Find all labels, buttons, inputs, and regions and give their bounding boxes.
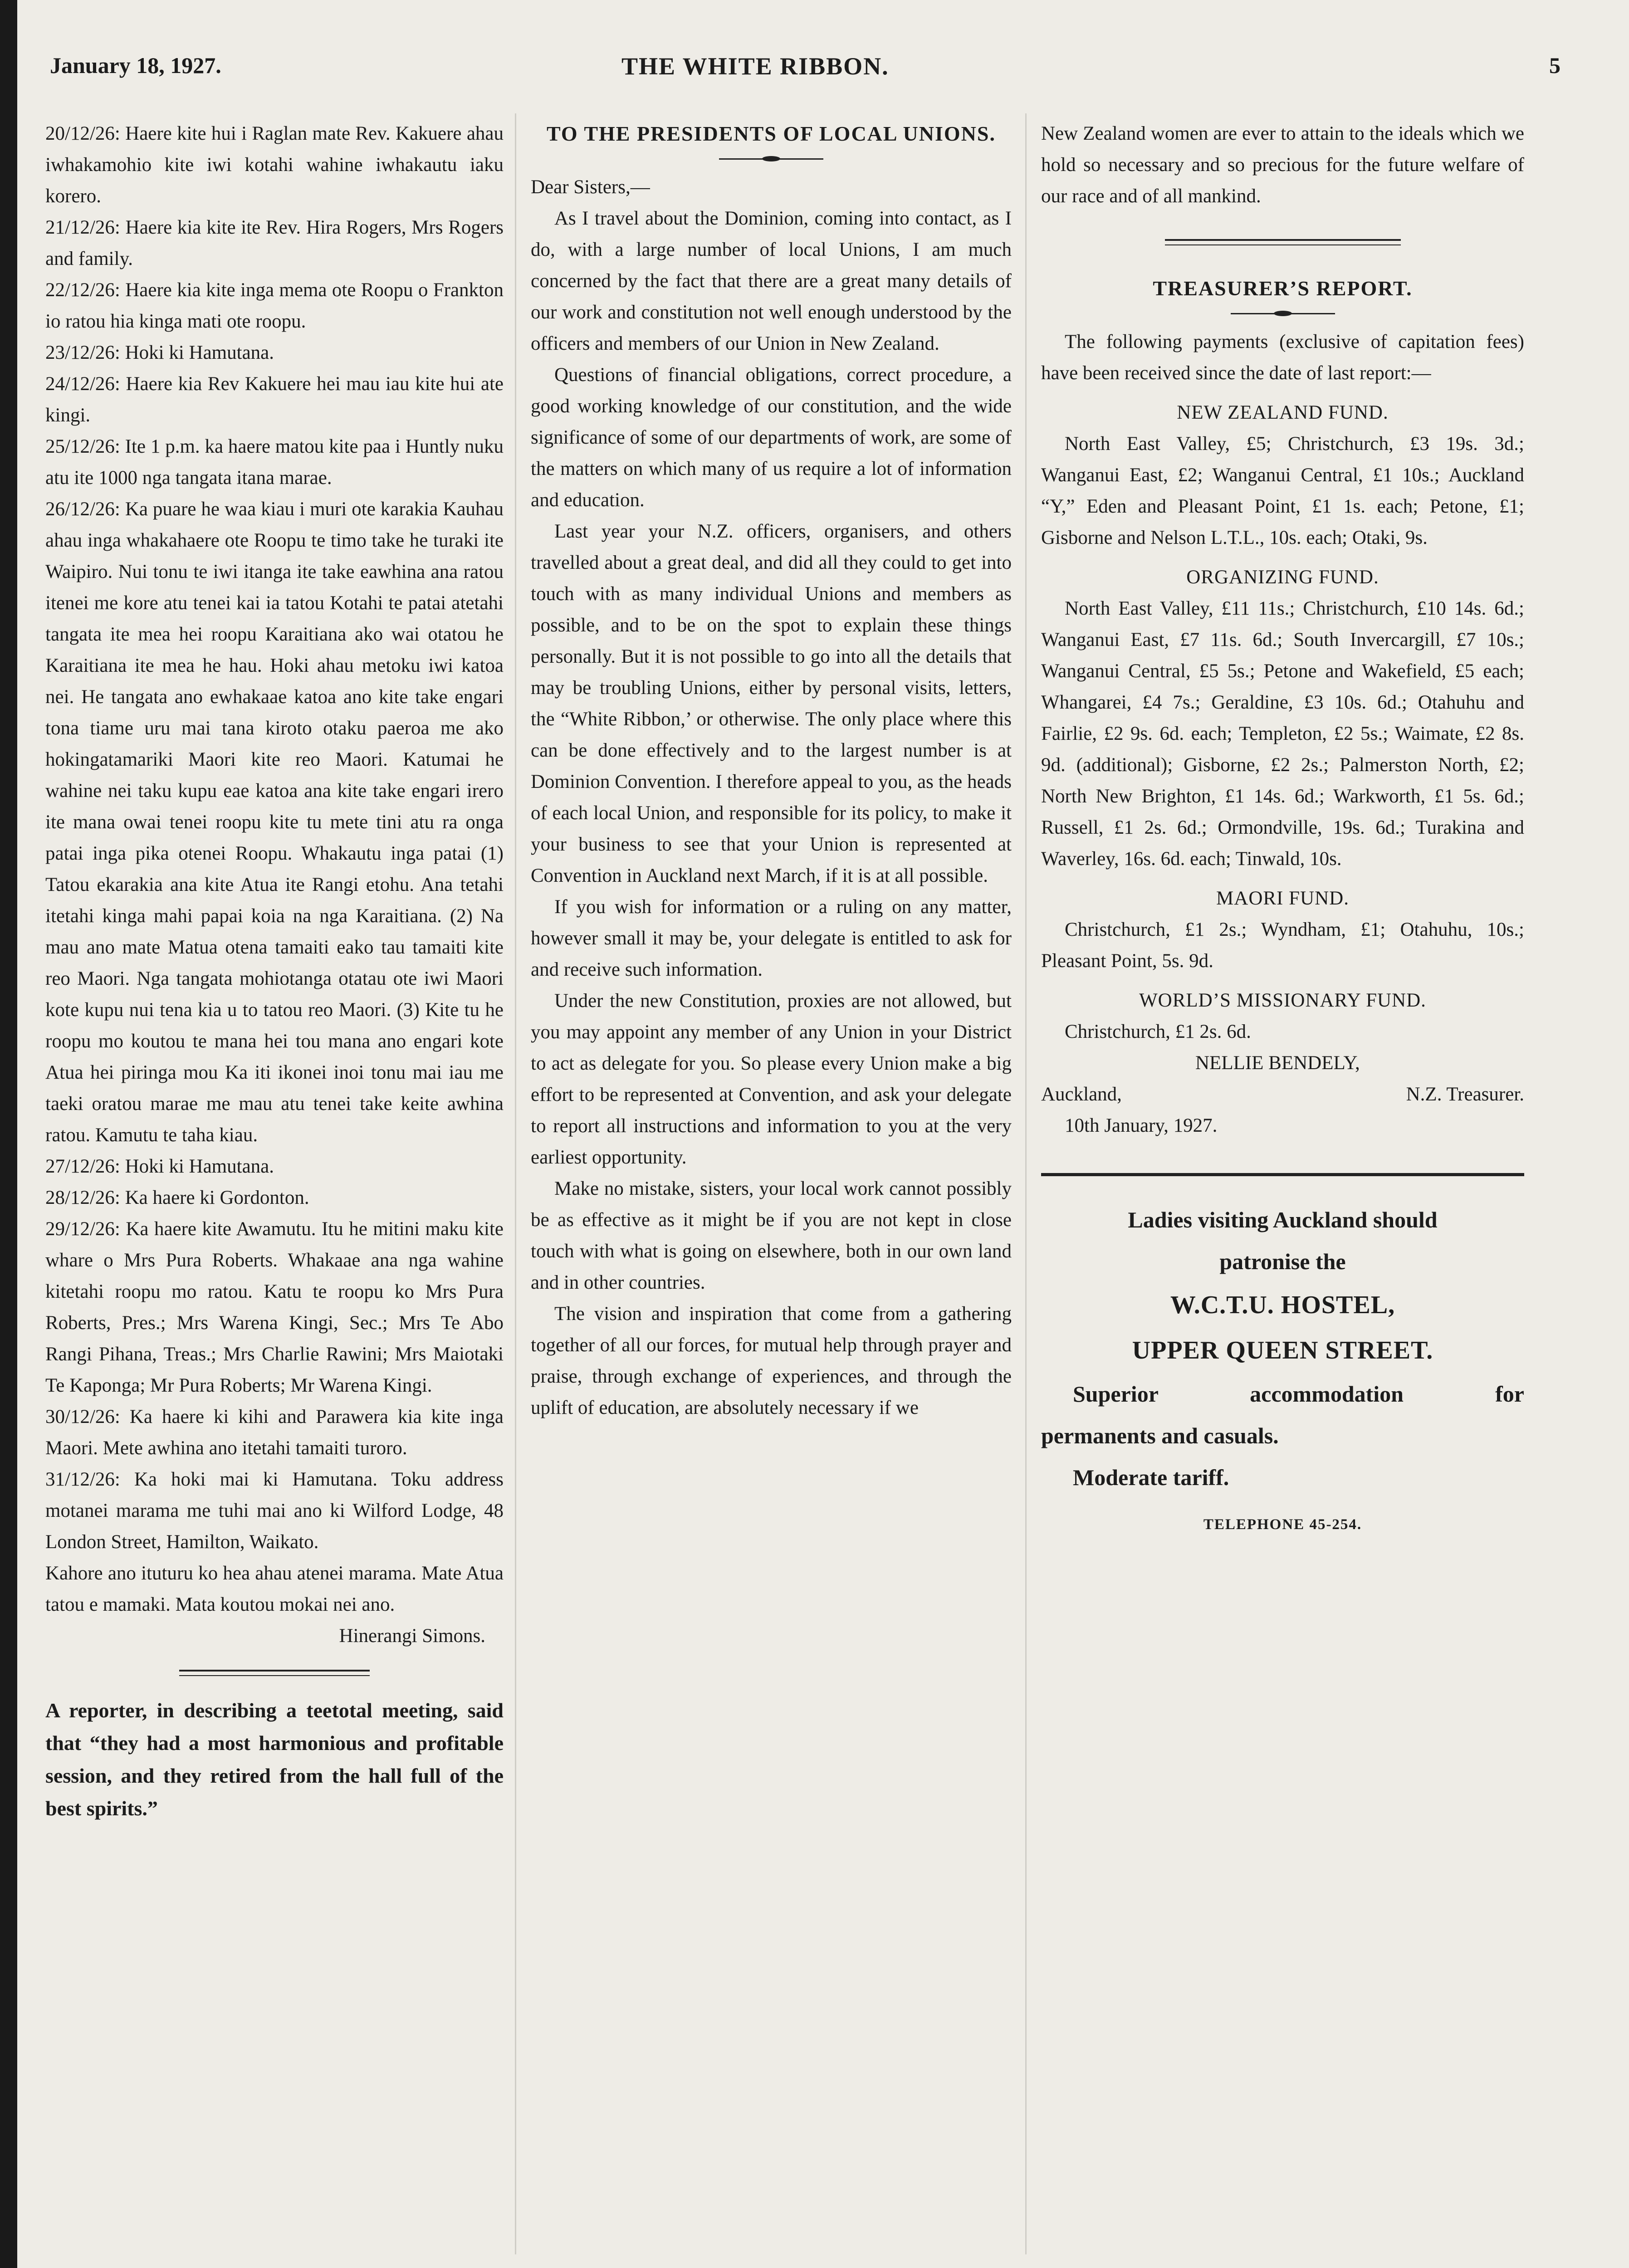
diary-entry: 23/12/26: Hoki ki Hamutana. (45, 342, 274, 363)
page-header (50, 52, 1583, 93)
publication-title: THE WHITE RIBBON. (621, 53, 889, 80)
ad-line: patronise the (1219, 1249, 1346, 1274)
ad-line: Ladies visiting Auckland should (1128, 1207, 1438, 1232)
letter-paragraph: Under the new Constitution, proxies are not allowed, but you may appoint any member of any Union in your District to act as delegate for you. So please every Union make a big effort to be represented at Convention, and ask your delegate to report all instructions and information to you at the very earliest opportunity. (531, 990, 1012, 1168)
letter-paragraph: Make no mistake, sisters, your local work cannot possibly be as effective as it might be if you are not kept in close touch with what is going on elsewhere, both in our own land and in other countries. (531, 1178, 1012, 1293)
issue-date: January 18, 1927. (50, 53, 221, 78)
column-treasurer (1041, 118, 1524, 1533)
diary-entry: 30/12/26: Ka haere ki kihi and Parawera kia kite inga Maori. Mete awhina ano itetahi tamaiti turoro. (45, 1406, 504, 1459)
reporter-anecdote: A reporter, in describing a teetotal meeting, said that “they had a most harmonious and profitable session, and they retired from the hall full of the best spirits.” (45, 1699, 504, 1820)
treasurer-place: Auckland, (1041, 1084, 1122, 1105)
ad-line: Moderate tariff. (1073, 1465, 1229, 1490)
diary-entry: 28/12/26: Ka haere ki Gordonton. (45, 1187, 309, 1208)
diary-entry: 25/12/26: Ite 1 p.m. ka haere matou kite paa i Huntly nuku atu ite 1000 nga tangata itana marae. (45, 436, 504, 489)
diary-entry: 24/12/26: Haere kia Rev Kakuere hei mau iau kite hui ate kingi. (45, 373, 504, 426)
hostel-advertisement (1041, 1199, 1524, 1533)
column-maori-diary (45, 118, 504, 1825)
treasurer-heading: TREASURER’S REPORT. (1153, 277, 1413, 300)
ad-line: permanents and casuals. (1041, 1423, 1279, 1448)
column-divider (515, 113, 516, 2254)
column-divider (1025, 113, 1027, 2254)
fund-payments: North East Valley, £5; Christchurch, £3 19s. 3d.; Wanganui East, £2; Wanganui Central, £1 10s.; Auckland “Y,” Eden and Pleasant Point, £1 1s. each; Petone, £1; Gisborne and Nelson L.T.L., 10s. each; Otaki, 9s. (1041, 433, 1524, 548)
fund-name: MAORI FUND. (1216, 888, 1349, 909)
ornament-rule (719, 156, 823, 161)
diary-entry: 26/12/26: Ka puare he waa kiau i muri ote karakia Kauhau ahau inga whakahaere ote Roopu te timo take he turaki ite Waipiro. Nui tonu te iwi itanga ite take eawhina ana ratou itenei me kore atu tenei kai ia tatou Kotahi te patai atetahi tangata ite mea hei roopu Karaitiana ako wai otatou he Karaitiana ite mea he hau. Hoki ahau metoku iwi katoa nei. He tangata ano ewhakaae katoa ano kite take engari tona tiame uru mai tana kiroto otaku paeroa me ako hokingatamariki Maori kite reo Maori. Katumai he wahine nei taku kupu eae katoa ana kite take engari irero ite mana owai tenei roopu kite tu mete tini atu ra onga patai inga pika otenei Roopu. Whakautu inga patai (1) Tatou ekarakia ana kite Atua ite Rangi etohu. Ana tetahi itetahi kinga mahi papai koia na nga Karaitiana. (2) Na mau ano mate Matua otena tamaiti eako tau tamaiti kite reo Maori. Nga tangata mohiotanga otatau ote iwi Maori kote kupu nui tena kia u to tatou reo Maori. (3) Kite tu he roopu mo koutou te mana hei tou mana ano engari kote Atua hei piringa mou Ka iti ikonei inoi tonu mai iau me taeki oratou marae me mau atu tenei take keite awhina ratou. Kamutu te taha kiau. (45, 499, 504, 1146)
diary-entry: 27/12/26: Hoki ki Hamutana. (45, 1156, 274, 1177)
ad-hostel-name: W.C.T.U. HOSTEL, (1170, 1291, 1395, 1319)
fund-name: WORLD’S MISSIONARY FUND. (1139, 990, 1426, 1011)
section-rule (1165, 239, 1401, 245)
letter-salutation: Dear Sisters,— (531, 176, 650, 198)
diary-entry: 22/12/26: Haere kia kite inga mema ote Roopu o Frankton io ratou hia kinga mati ote roopu. (45, 279, 504, 332)
fund-name: ORGANIZING FUND. (1186, 567, 1379, 588)
fund-payments: North East Valley, £11 11s.; Christchurch, £10 14s. 6d.; Wanganui East, £7 11s. 6d.; South Invercargill, £7 10s.; Wanganui Central, £5 5s.; Petone and Wakefield, £5 each; Whangarei, £4 7s.; Geraldine, £3 10s. 6d.; Otahuhu and Fairlie, £2 9s. 6d. each; Templeton, £2 5s.; Waimate, £2 8s. 9d. (additional); Gisborne, £2 2s.; Palmerston North, £2; North New Brighton, £1 14s. 6d.; Warkworth, £1 5s. 6d.; Russell, £1 2s. 6d.; Ormondville, 19s. 6d.; Turakina and Waverley, 16s. 6d. each; Tinwald, 10s. (1041, 598, 1524, 870)
letter-paragraph: Questions of financial obligations, correct procedure, a good working knowledge of our constitution, and the wide significance of some of our departments of work, are some of the matters on which many of us require a lot of information and education. (531, 364, 1012, 511)
section-rule (1041, 1173, 1524, 1176)
ad-telephone: TELEPHONE 45-254. (1203, 1516, 1362, 1533)
ad-line: Superior accommodation for (1073, 1381, 1524, 1407)
diary-entry: Kahore ano ituturu ko hea ahau atenei marama. Mate Atua tatou e mamaki. Mata koutou mokai nei ano. (45, 1563, 504, 1615)
ornament-rule (1231, 311, 1335, 316)
treasurer-name: NELLIE BENDELY, (1195, 1052, 1360, 1074)
page-number: 5 (1549, 53, 1561, 78)
treasurer-title: N.Z. Treasurer. (1406, 1084, 1524, 1105)
fund-payments: Christchurch, £1 2s.; Wyndham, £1; Otahuhu, 10s.; Pleasant Point, 5s. 9d. (1041, 919, 1524, 972)
ad-street: UPPER QUEEN STREET. (1132, 1336, 1433, 1364)
letter-paragraph: As I travel about the Dominion, coming into contact, as I do, with a large number of local Unions, I am much concerned by the fact that there are a great many details of our work and constitution not well enough understood by the officers and members of our Union in New Zealand. (531, 208, 1012, 354)
treasurer-signoff-row (1041, 1079, 1524, 1110)
diary-entry: 20/12/26: Haere kite hui i Raglan mate Rev. Kakuere ahau iwhakamohio kite iwi kotahi wahine iwhakautu iaku korero. (45, 123, 504, 207)
section-rule (179, 1670, 370, 1676)
letter-continuation: New Zealand women are ever to attain to the ideals which we hold so necessary and so precious for the future welfare of our race and of all mankind. (1041, 123, 1524, 207)
letter-heading: TO THE PRESIDENTS OF LOCAL UNIONS. (547, 122, 996, 145)
diary-entry: 21/12/26: Haere kia kite ite Rev. Hira Rogers, Mrs Rogers and family. (45, 217, 504, 269)
treasurer-date: 10th January, 1927. (1065, 1115, 1218, 1136)
fund-name: NEW ZEALAND FUND. (1177, 402, 1389, 423)
treasurer-intro: The following payments (exclusive of capitation fees) have been received since the date of last report:— (1041, 331, 1524, 384)
diary-entry: 29/12/26: Ka haere kite Awamutu. Itu he mitini maku kite whare o Mrs Pura Roberts. Whakaae ana nga wahine kitetahi roopu mo ratou. Katu te roopu ko Mrs Pura Roberts, Pres.; Mrs Warena Kingi, Sec.; Mrs Te Abo Rangi Pihana, Treas.; Mrs Charlie Rawini; Mrs Maiotaki Te Kaponga; Mr Pura Roberts; Mr Warena Kingi. (45, 1218, 504, 1396)
column-presidents-letter (531, 118, 1012, 1423)
fund-payments: Christchurch, £1 2s. 6d. (1065, 1021, 1251, 1042)
diary-entry: 31/12/26: Ka hoki mai ki Hamutana. Toku address motanei marama me tuhi mai ano ki Wilford Lodge, 48 London Street, Hamilton, Waikato. (45, 1469, 504, 1553)
letter-paragraph: Last year your N.Z. officers, organisers, and others travelled about a great deal, and did all they could to get into touch with as many individual Unions and members as possible, and to be on the spot to explain these things personally. But it is not possible to go into all the details that may be troubling Unions, either by personal visits, letters, the “White Ribbon,’ or otherwise. The only place where this can be done effectively and to the largest number is at Dominion Convention. I therefore appeal to you, as the heads of each local Union, and responsible for its policy, to make it your business to see that your Union is represented at Convention in Auckland next March, if it is at all possible. (531, 521, 1012, 886)
diary-signature: Hinerangi Simons. (339, 1625, 485, 1647)
letter-paragraph: If you wish for information or a ruling on any matter, however small it may be, your delegate is entitled to ask for and receive such information. (531, 896, 1012, 980)
letter-paragraph: The vision and inspiration that come from a gathering together of all our forces, for mutual help through prayer and praise, through exchange of experiences, and through the uplift of education, are absolutely necessary if we (531, 1303, 1012, 1418)
binding-spine (0, 0, 17, 2268)
